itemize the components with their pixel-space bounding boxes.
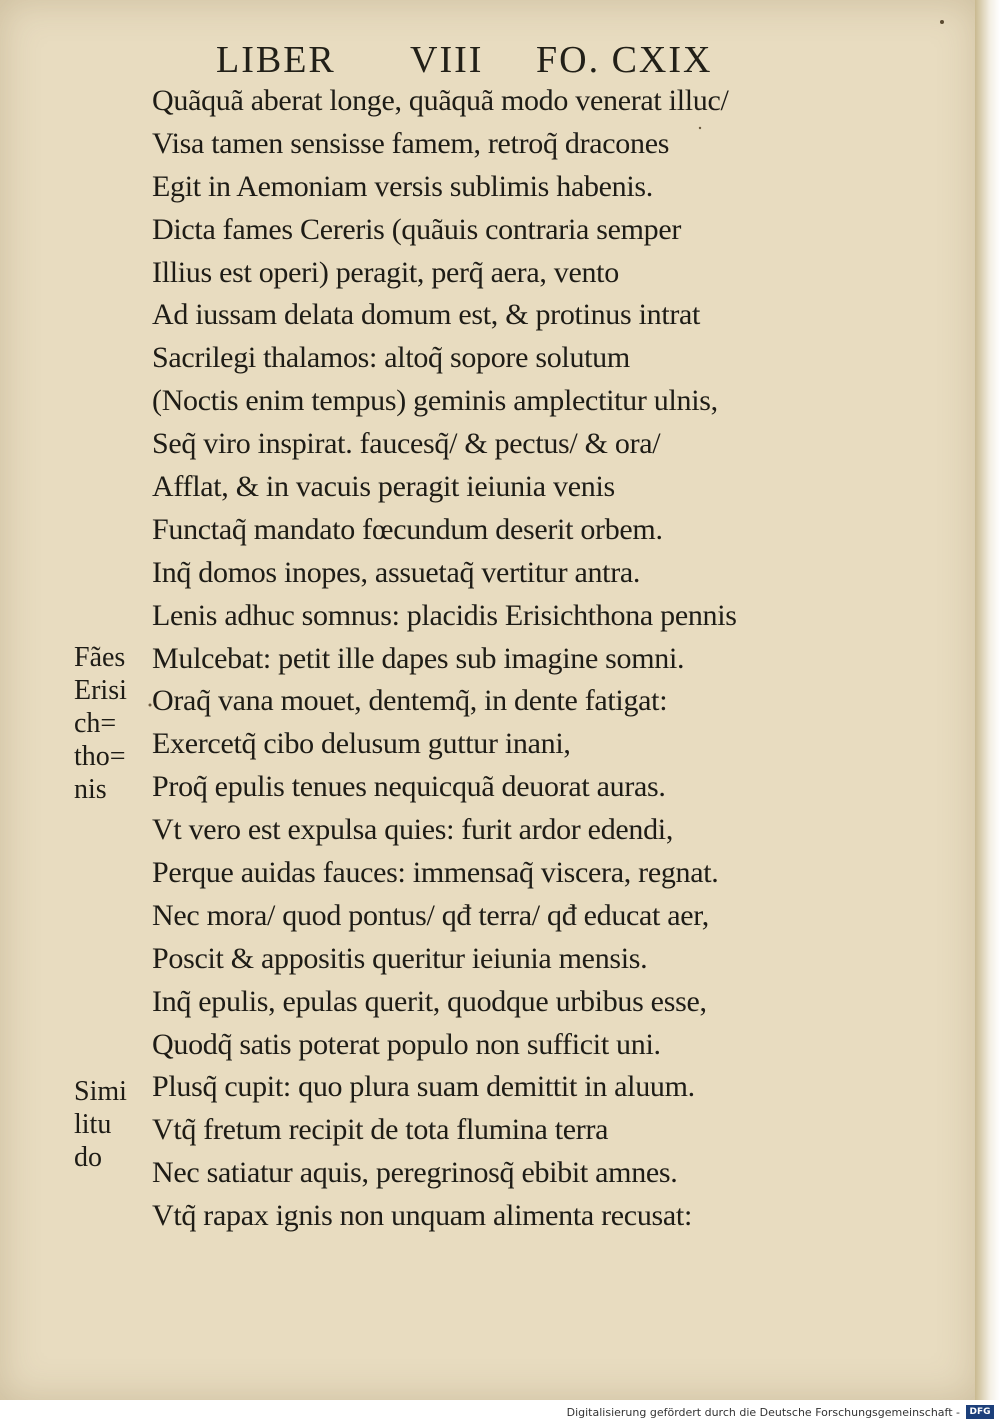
verse-line: Inq̃ epulis, epulas querit, quodque urbibus esse,: [152, 984, 707, 1018]
header-folio: FO. CXIX: [536, 39, 713, 81]
verse-line: Nec satiatur aquis, peregrinosq̃ ebibit amnes.: [152, 1156, 678, 1190]
marginal-note-line: nis: [74, 774, 107, 805]
verse-line: Lenis adhuc somnus: placidis Erisichthona pennis: [152, 598, 737, 632]
verse-line: Ad iussam delata domum est, & protinus intrat: [152, 298, 701, 332]
dfg-logo: DFG: [966, 1405, 994, 1419]
verse-line: Plusq̃ cupit: quo plura suam demittit in aluum.: [152, 1070, 695, 1104]
marginal-note-line: Erisi: [74, 675, 127, 706]
verse-line: Oraq̃ vana mouet, dentemq̃, in dente fatigat:: [152, 684, 668, 718]
ink-speck: [699, 127, 701, 129]
verse-line: Visa tamen sensisse famem, retroq̃ dracones: [152, 126, 670, 160]
marginal-note-line: Fães: [74, 642, 126, 673]
marginal-note-line: do: [74, 1142, 102, 1173]
ink-speck: [940, 20, 944, 24]
verse-line: Dicta fames Cereris (quãuis contraria semper: [152, 212, 682, 246]
marginal-note-line: Simi: [74, 1076, 127, 1107]
verse-line: Egit in Aemoniam versis sublimis habenis.: [152, 169, 653, 203]
verse-line: Vtq̃ fretum recipit de tota flumina terra: [152, 1113, 609, 1147]
verse-line: (Noctis enim tempus) geminis amplectitur ulnis,: [152, 384, 718, 418]
ink-speck: [149, 704, 152, 707]
verse-line: Proq̃ epulis tenues nequicquã deuorat auras.: [152, 770, 666, 804]
marginal-note-line: litu: [74, 1109, 112, 1140]
verse-line: Seq̃ viro inspirat. faucesq̃/ & pectus/ & ora/: [152, 427, 661, 461]
header-liber: LIBER: [216, 39, 336, 81]
page-edge: [975, 0, 1000, 1400]
verse-line: Illius est operi) peragit, perq̃ aera, vento: [152, 255, 619, 289]
verse-line: Nec mora/ quod pontus/ qđ terra/ qđ educat aer,: [152, 898, 709, 932]
digitization-credit: Digitalisierung gefördert durch die Deutsche Forschungsgemeinschaft -: [566, 1406, 960, 1419]
verse-line: Afflat, & in vacuis peragit ieiunia venis: [152, 470, 615, 504]
verse-line: Vtq̃ rapax ignis non unquam alimenta recusat:: [152, 1199, 692, 1233]
marginal-note-line: ch=: [74, 708, 117, 739]
verse-line: Perque auidas fauces: immensaq̃ viscera, regnat.: [152, 856, 719, 890]
verse-line: Quãquã aberat longe, quãquã modo venerat illuc/: [152, 84, 729, 117]
header-book-number: VIII: [410, 39, 484, 81]
verse-line: Exercetq̃ cibo delusum guttur inani,: [152, 727, 571, 761]
verse-line: Inq̃ domos inopes, assuetaq̃ vertitur antra.: [152, 555, 641, 589]
verse-line: Vt vero est expulsa quies: furit ardor edendi,: [152, 813, 674, 847]
verse-line: Mulcebat: petit ille dapes sub imagine somni.: [152, 641, 685, 675]
verse-line: Sacrilegi thalamos: altoq̃ sopore solutum: [152, 341, 630, 375]
marginal-note-line: tho=: [74, 741, 126, 772]
verse-line: Quodq̃ satis poterat populo non sufficit uni.: [152, 1027, 661, 1061]
verse-line: Poscit & appositis queritur ieiunia mensis.: [152, 941, 648, 975]
verse-line: Functaq̃ mandato fœcundum deserit orbem.: [152, 512, 663, 546]
